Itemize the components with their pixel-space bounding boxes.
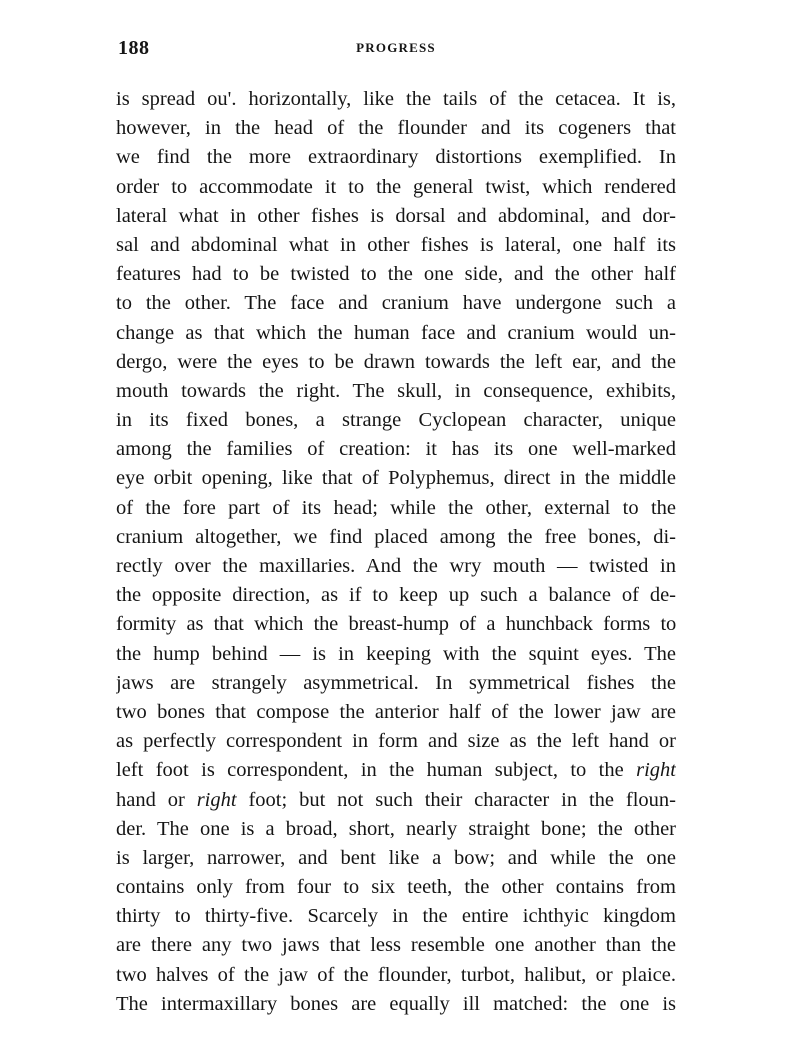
emphasis-word: right	[636, 759, 676, 782]
text-line: to the other. The face and cranium have undergone such a	[116, 292, 676, 315]
text-line: The intermaxillary bones are equally ill matched: the one is	[116, 992, 676, 1015]
text-line: two bones that compose the anterior half of the lower jaw are	[116, 700, 676, 723]
text-line: mouth towards the right. The skull, in consequence, exhibits,	[116, 379, 676, 402]
text-line: we find the more extraordinary distortions exemplified. In	[116, 146, 676, 169]
text-line: order to accommodate it to the general twist, which rendered	[116, 175, 676, 198]
text-run: hand or	[116, 788, 185, 811]
text-line: lateral what in other fishes is dorsal and abdominal, and dor-	[116, 204, 676, 227]
text-line: is spread ou'. horizontally, like the tails of the cetacea. It is,	[116, 88, 676, 110]
page-number: 188	[118, 37, 150, 59]
text-line: in its fixed bones, a strange Cyclopean character, unique	[116, 409, 676, 432]
text-run: left foot is correspondent, in the human subject, to the	[116, 759, 624, 782]
body-text	[116, 85, 676, 1019]
page-header	[116, 36, 676, 60]
text-line: rectly over the maxillaries. And the wry mouth — twisted in	[116, 555, 676, 577]
text-line: as perfectly correspondent in form and size as the left hand or	[116, 730, 676, 753]
emphasis-word: right	[196, 788, 237, 811]
text-line: are there any two jaws that less resemble one another than the	[116, 934, 676, 957]
text-line: eye orbit opening, like that of Polyphemus, direct in the middle	[116, 467, 676, 490]
text-line: sal and abdominal what in other fishes is lateral, one half its	[116, 233, 676, 256]
text-line: formity as that which the breast-hump of a hunchback forms to	[116, 613, 676, 636]
text-line: jaws are strangely asymmetrical. In symmetrical fishes the	[116, 671, 676, 694]
text-run: foot; but not such their character in the floun-	[248, 788, 676, 811]
text-line	[116, 756, 676, 785]
text-line: der. The one is a broad, short, nearly straight bone; the other	[116, 817, 676, 840]
text-line: dergo, were the eyes to be drawn towards the left ear, and the	[116, 350, 676, 373]
text-line: cranium altogether, we find placed among the free bones, di-	[116, 525, 676, 548]
book-page	[116, 36, 676, 1019]
text-line: change as that which the human face and cranium would un-	[116, 321, 676, 344]
text-line: among the families of creation: it has its one well-marked	[116, 438, 676, 461]
text-line: two halves of the jaw of the flounder, turbot, halibut, or plaice.	[116, 963, 676, 986]
text-line: of the fore part of its head; while the other, external to the	[116, 496, 676, 519]
text-line	[116, 786, 676, 815]
text-line: however, in the head of the flounder and its cogeners that	[116, 117, 676, 140]
text-line: contains only from four to six teeth, the other contains from	[116, 876, 676, 899]
text-line: the hump behind — is in keeping with the squint eyes. The	[116, 642, 676, 665]
text-line: features had to be twisted to the one side, and the other half	[116, 263, 676, 286]
text-line: is larger, narrower, and bent like a bow; and while the one	[116, 846, 676, 869]
running-title: PROGRESS	[356, 40, 436, 55]
text-line: thirty to thirty-five. Scarcely in the entire ichthyic kingdom	[116, 905, 676, 928]
text-line: the opposite direction, as if to keep up such a balance of de-	[116, 584, 676, 607]
